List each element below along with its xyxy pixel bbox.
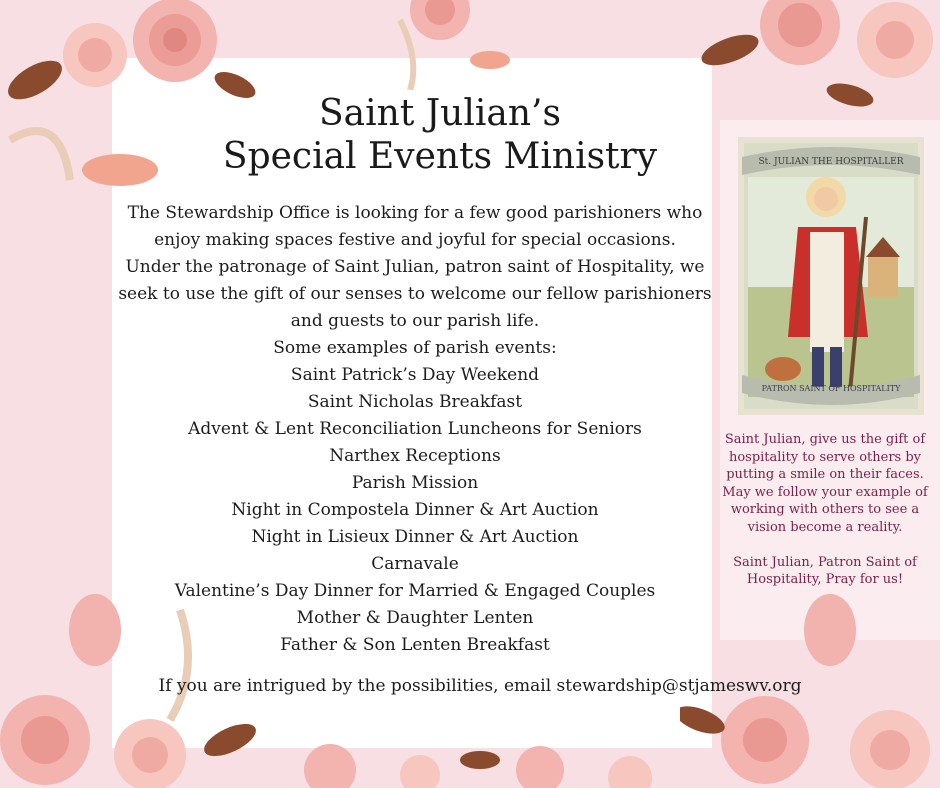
intro-paragraph: The Stewardship Office is looking for a few good parishioners who enjoy making spaces festive and joyful for special occasions. <box>127 203 703 250</box>
page-title <box>150 92 730 178</box>
icon-bottom-banner-text: PATRON SAINT OF HOSPITALITY <box>761 384 901 393</box>
list-item: Father & Son Lenten Breakfast <box>280 635 550 655</box>
title-line-1: Saint Julian’s <box>319 93 561 134</box>
prayer-paragraph-2: Saint Julian, Patron Saint of Hospitality, Pray for us! <box>733 554 917 588</box>
events-heading: Some examples of parish events: <box>273 338 557 358</box>
prayer-paragraph-1: Saint Julian, give us the gift of hospitality to serve others by putting a smile on their faces. May we follow your example of working with others to see a vision become a reality. <box>722 432 928 535</box>
list-item: Advent & Lent Reconciliation Luncheons for Seniors <box>188 419 642 439</box>
list-item: Mother & Daughter Lenten <box>296 608 534 628</box>
main-body-text <box>112 200 718 659</box>
list-item: Narthex Receptions <box>329 446 501 466</box>
floral-top-center-decoration <box>380 0 530 90</box>
list-item: Saint Patrick’s Day Weekend <box>290 365 540 385</box>
saint-julian-illustration <box>738 137 924 415</box>
prayer-text <box>712 431 938 606</box>
icon-top-banner-text: St. JULIAN THE HOSPITALLER <box>758 157 904 167</box>
events-list <box>112 362 718 659</box>
closing-email-line: If you are intrigued by the possibilities, email stewardship@stjameswv.org <box>158 676 802 696</box>
list-item: Night in Lisieux Dinner & Art Auction <box>251 527 579 547</box>
floral-bottom-center-decoration <box>290 700 670 788</box>
title-line-2: Special Events Ministry <box>222 136 658 177</box>
list-item: Saint Nicholas Breakfast <box>307 392 523 412</box>
list-item: Valentine’s Day Dinner for Married & Engaged Couples <box>174 581 656 601</box>
patronage-paragraph: Under the patronage of Saint Julian, patron saint of Hospitality, we seek to use the gift of our senses to welcome our fellow parishioners and guests to our parish life. <box>118 257 712 331</box>
list-item: Night in Compostela Dinner & Art Auction <box>231 500 599 520</box>
list-item: Parish Mission <box>351 473 479 493</box>
list-item: Carnavale <box>371 554 459 574</box>
